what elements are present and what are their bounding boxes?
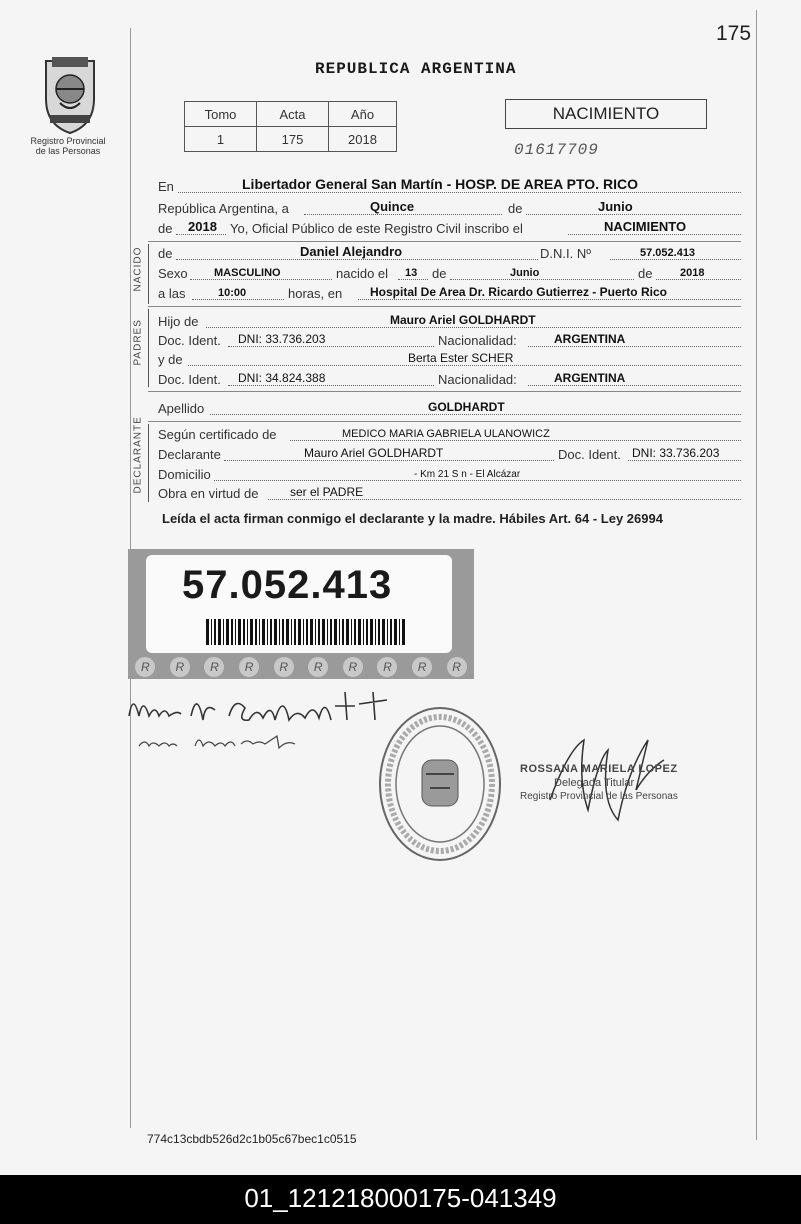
official-stamp-text (520, 762, 678, 804)
value-padre: Mauro Ariel GOLDHARDT (390, 313, 536, 327)
label-de-mes: de (508, 201, 523, 216)
dotted-line (304, 214, 502, 215)
row-apellido (158, 398, 741, 418)
dni-sticker (128, 549, 474, 679)
nacido-bracket (148, 244, 149, 304)
value-madre: Berta Ester SCHER (408, 351, 514, 365)
value-lugar: Libertador General San Martín - HOSP. DE AREA PTO. RICO (242, 176, 638, 192)
label-yo-oficial: Yo, Oficial Público de este Registro Civil inscribo el (230, 221, 523, 236)
row-obra (158, 483, 741, 503)
dotted-line (176, 259, 538, 260)
pattern-mark: R (308, 657, 328, 677)
row-declarante (158, 444, 741, 464)
value-ano-inscripcion: 2018 (188, 219, 217, 234)
registry-table-header (185, 102, 397, 127)
document-hash: 774c13cbdb526d2c1b05c67bec1c0515 (147, 1132, 357, 1146)
dotted-line (528, 385, 741, 386)
declarante-bracket (148, 424, 149, 502)
dotted-line (176, 234, 226, 235)
label-republica: República Argentina, a (158, 201, 289, 216)
header-ano: Año (329, 102, 397, 127)
dotted-line (228, 385, 434, 386)
dotted-line (214, 480, 741, 481)
value-nacionalidad-madre: ARGENTINA (554, 371, 626, 385)
side-label-declarante: DECLARANTE (132, 416, 144, 494)
dotted-line (358, 299, 741, 300)
row-certificado (158, 424, 741, 444)
label-en: En (158, 179, 174, 194)
row-sexo (158, 263, 741, 283)
value-dni-declarante: DNI: 33.736.203 (632, 446, 720, 460)
logo-caption (18, 136, 118, 156)
dotted-line (210, 414, 741, 415)
footer-id-bar: 01_121218000175-041349 (0, 1175, 801, 1224)
record-type-box: NACIMIENTO (505, 99, 707, 129)
pattern-mark: R (343, 657, 363, 677)
row-hijo-de (158, 311, 741, 331)
value-ano: 2018 (329, 127, 397, 152)
row-republica (158, 198, 741, 218)
row-nombre (158, 243, 741, 263)
pattern-mark: R (447, 657, 467, 677)
value-nacionalidad-padre: ARGENTINA (554, 332, 626, 346)
dotted-line (268, 499, 741, 500)
label-y-de: y de (158, 352, 183, 367)
header-tomo: Tomo (185, 102, 257, 127)
value-nombre: Daniel Alejandro (300, 244, 403, 259)
value-sexo: MASCULINO (214, 267, 281, 279)
pattern-mark: R (377, 657, 397, 677)
value-dni-madre: DNI: 34.824.388 (238, 371, 326, 385)
label-de-ano-nac: de (638, 266, 653, 281)
value-declarante: Mauro Ariel GOLDHARDT (304, 446, 444, 460)
dni-sticker-label (146, 555, 452, 653)
value-lugar-nacimiento: Hospital De Area Dr. Ricardo Gutierrez - Puerto Rico (370, 285, 667, 299)
pattern-mark: R (204, 657, 224, 677)
value-dia: Quince (370, 199, 415, 214)
closing-text: Leída el acta firman conmigo el declarante y la madre. Hábiles Art. 64 - Ley 26994 (162, 511, 663, 526)
side-label-padres: PADRES (132, 319, 144, 366)
dotted-line (628, 460, 741, 461)
label-doc-ident-padre: Doc. Ident. (158, 333, 221, 348)
label-de-ano: de (158, 221, 173, 236)
official-office: Registro Provincial de las Personas (520, 791, 678, 802)
dni-sticker-number: 57.052.413 (182, 563, 393, 607)
value-certificado: MEDICO MARIA GABRIELA ULANOWICZ (342, 428, 550, 440)
value-mes: Junio (598, 199, 633, 214)
dotted-line (610, 259, 741, 260)
value-mes-nacimiento: Junio (510, 267, 540, 279)
label-declarante: Declarante (158, 447, 221, 462)
registry-table (184, 101, 397, 152)
row-doc-padre (158, 330, 741, 350)
row-en (158, 176, 741, 196)
dotted-line (290, 440, 741, 441)
dotted-line (188, 365, 741, 366)
row-hora (158, 283, 741, 303)
side-label-nacido: NACIDO (132, 246, 144, 292)
registry-table-values (185, 127, 397, 152)
logo-caption-line1: Registro Provincial (30, 136, 106, 146)
label-doc-ident-madre: Doc. Ident. (158, 372, 221, 387)
label-horas-en: horas, en (288, 286, 343, 301)
label-de-nombre: de (158, 246, 173, 261)
dotted-line (526, 214, 741, 215)
label-apellido: Apellido (158, 401, 205, 416)
section-separator (148, 306, 741, 307)
row-domicilio (158, 464, 741, 484)
value-dia-nacimiento: 13 (405, 267, 418, 279)
label-doc-ident-declarante: Doc. Ident. (558, 447, 621, 462)
provincial-coat-of-arms-icon (38, 55, 102, 135)
pattern-mark: R (412, 657, 432, 677)
row-yo (158, 218, 741, 238)
dotted-line (398, 279, 428, 280)
label-hijo-de: Hijo de (158, 314, 199, 329)
row-doc-madre (158, 369, 741, 389)
pattern-mark: R (239, 657, 259, 677)
dotted-line (206, 327, 741, 328)
dotted-line (568, 234, 741, 235)
dotted-line (190, 279, 332, 280)
mother-signature (137, 730, 302, 752)
dotted-line (450, 279, 634, 280)
value-domicilio: - Km 21 S n - El Alcázar (414, 469, 521, 480)
dotted-line (178, 192, 741, 193)
value-ano-nacimiento: 2018 (680, 267, 705, 279)
dotted-line (228, 346, 434, 347)
label-nacionalidad-madre: Nacionalidad: (438, 372, 517, 387)
header-acta: Acta (257, 102, 329, 127)
official-position: Delegada Titular (554, 777, 635, 789)
value-obra: ser el PADRE (290, 485, 364, 499)
pattern-mark: R (274, 657, 294, 677)
section-separator (148, 391, 741, 392)
label-nacido-el: nacido el (336, 266, 389, 281)
label-dni: D.N.I. Nº (540, 246, 591, 261)
dotted-line (192, 299, 284, 300)
label-sexo: Sexo (158, 266, 188, 281)
declarant-signature (125, 686, 395, 732)
value-acta: 175 (257, 127, 329, 152)
label-domicilio: Domicilio (158, 467, 211, 482)
page-number: 175 (716, 22, 752, 45)
logo-caption-line2: de las Personas (35, 146, 101, 156)
label-segun-certificado: Según certificado de (158, 427, 277, 442)
row-y-de (158, 349, 741, 369)
dotted-line (656, 279, 741, 280)
document-title: REPUBLICA ARGENTINA (315, 60, 517, 78)
label-nacionalidad-padre: Nacionalidad: (438, 333, 517, 348)
value-tomo: 1 (185, 127, 257, 152)
value-apellido: GOLDHARDT (428, 400, 505, 414)
dotted-line (528, 346, 741, 347)
pattern-mark: R (170, 657, 190, 677)
label-de-mes-nac: de (432, 266, 447, 281)
label-a-las: a las (158, 286, 186, 301)
official-round-seal-icon (376, 704, 504, 864)
pattern-mark: R (135, 657, 155, 677)
barcode-icon (206, 619, 406, 645)
value-dni-padre: DNI: 33.736.203 (238, 332, 326, 346)
section-separator (148, 421, 741, 422)
label-obra-en-virtud: Obra en virtud de (158, 486, 259, 501)
value-hora: 10:00 (218, 287, 247, 299)
dotted-line (224, 460, 554, 461)
section-separator (148, 241, 741, 242)
value-dni: 57.052.413 (640, 247, 696, 259)
right-margin-line (756, 10, 757, 1140)
padres-bracket (148, 309, 149, 387)
value-tipo-acta: NACIMIENTO (604, 219, 687, 234)
sticker-pattern (128, 657, 474, 679)
official-name: ROSSANA MARIELA LOPEZ (520, 763, 678, 775)
serial-number: 01617709 (514, 141, 599, 159)
